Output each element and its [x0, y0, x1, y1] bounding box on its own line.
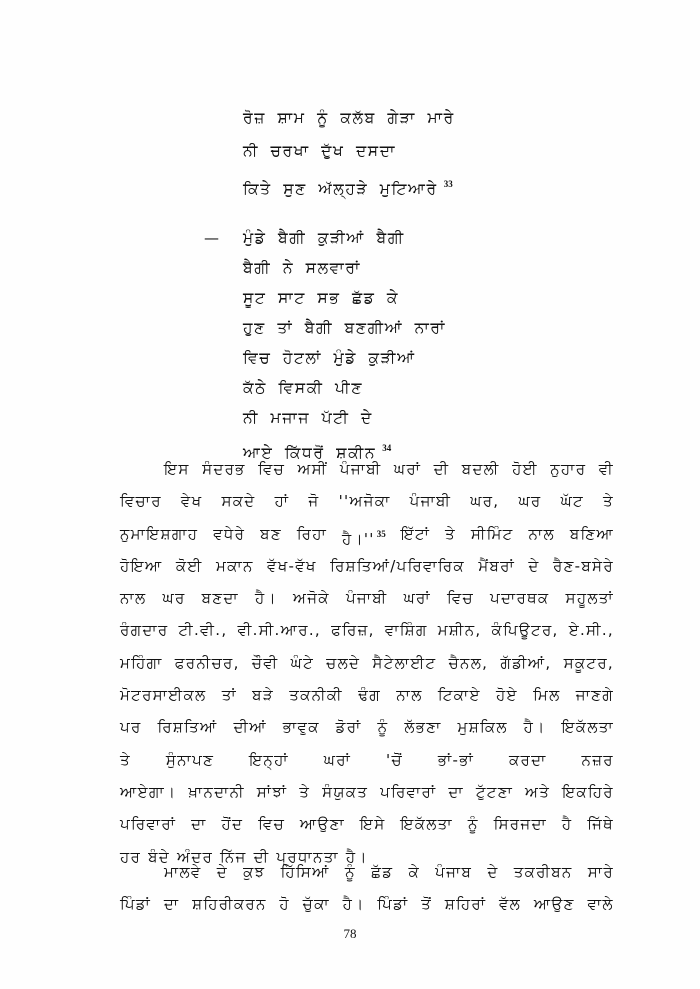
word: ਵਧੇਰੇ — [213, 524, 246, 543]
word: ਛੱਡ — [371, 863, 394, 881]
word: ਇਕੱਲਤਾ — [561, 718, 614, 737]
word: ਟੁੱਟਣਾ — [475, 782, 514, 801]
paragraph-line — [120, 679, 614, 711]
word: ਘੰਟੇ — [290, 653, 314, 672]
footnote-marker: 33 — [443, 179, 453, 189]
verse-line-text: ਹੁਣ ਤਾਂ ਬੈਗੀ ਬਣਗੀਆਂ ਨਾਰਾਂ — [243, 319, 446, 337]
verse-line-text: ਵਿਚ ਹੋਟਲਾਂ ਮੁੰਡੇ ਕੁੜੀਆਂ — [243, 349, 416, 367]
word: ਦੀਆਂ — [233, 718, 267, 737]
word: ਨੁਮਾਇਸ਼ਗਾਹ — [120, 524, 199, 543]
page-number: 78 — [343, 926, 357, 941]
word: ਤੋਂ — [421, 895, 433, 914]
word: ਚੈਨਲ, — [448, 653, 489, 672]
word: ਬੰਦੇ — [148, 847, 171, 866]
word: ਵਿਚ — [446, 589, 474, 608]
paragraph-line — [120, 647, 614, 679]
word: ਜੋ — [308, 492, 320, 511]
word: ਸ਼ਹਿਰਾਂ — [444, 895, 487, 914]
word: ਮੋਟਰਸਾਈਕਲ — [120, 686, 207, 705]
word: ਕੋਈ — [175, 556, 203, 575]
word: ਹਿੱਸਿਆਂ — [280, 863, 330, 881]
word: ਮਾਲਵੇ — [164, 863, 202, 881]
paragraph-line — [120, 744, 614, 776]
verse-line-text: ਨੀ ਮਜਾਜ ਪੱਟੀ ਦੇ — [243, 409, 373, 427]
word: ਹੋਏ — [496, 686, 518, 705]
word: ਆਏਗਾ। — [120, 782, 177, 801]
word: ਨੂੰ — [344, 863, 356, 881]
word: ਅਤੇ — [525, 782, 551, 801]
word: ਚੌਵੀ — [251, 653, 279, 672]
verse-line — [243, 102, 455, 135]
word: ਸਾਂਝਾਂ — [256, 782, 288, 801]
word: ਤੇ — [120, 750, 131, 769]
word: ਜਿੱਥੇ — [587, 815, 614, 834]
word: ਰਿਸ਼ਤਿਆਂ/ਪਰਿਵਾਰਿਕ — [330, 556, 465, 575]
verse-line-text: ਰੋਜ਼ ਸ਼ਾਮ ਨੂੰ ਕਲੱਬ ਗੇੜਾ ਮਾਰੇ — [243, 109, 455, 127]
paragraph-line — [120, 518, 614, 550]
word: ਇਕਹਿਰੇ — [562, 782, 614, 801]
word: ਹੈ। — [255, 589, 277, 608]
verse-line-text: ਬੈਗੀ ਨੇ ਸਲਵਾਰਾਂ — [243, 259, 362, 277]
word: ਤੇ — [445, 524, 456, 543]
word: ਜਾਣਗੇ — [575, 686, 614, 705]
word: ਪਿੰਡਾਂ — [120, 895, 152, 914]
word: ਸਾਰੇ — [587, 863, 614, 881]
word: ਹੋਇਆ — [120, 556, 163, 575]
word: ਵਿਚ — [258, 815, 286, 834]
paragraph-line — [120, 453, 614, 485]
word: ਵੀ — [598, 460, 614, 478]
word: ਵਿਚ — [258, 460, 286, 478]
verse-line-text: ਮੁੰਡੇ ਬੈਗੀ ਕੁੜੀਆਂ ਬੈਗੀ — [243, 229, 405, 247]
word: ਹੈ। — [523, 718, 546, 737]
verse-line-text: ਕਿਤੇ ਸੁਣ ਅੱਲ੍ਹੜੇ ਮੁਟਿਆਰੇ — [243, 180, 438, 198]
paragraph-line — [120, 582, 614, 614]
word: ਰਿਸ਼ਤਿਆਂ — [157, 718, 218, 737]
word: ਦੇ — [528, 556, 540, 575]
word: ਦਾ — [448, 782, 464, 801]
word: ਵੱਖ-ਵੱਖ — [267, 556, 317, 575]
word: ਘੱਟ — [560, 492, 584, 511]
verse-line — [243, 168, 455, 201]
word: ਪਰ — [120, 718, 142, 737]
word: ''ਅਜੋਕਾ — [338, 492, 391, 511]
word: ਮਸ਼ੀਨ, — [437, 621, 482, 640]
paragraph-line — [120, 485, 614, 517]
word: ਘਰ — [162, 589, 186, 608]
verse-line — [243, 253, 446, 283]
word: ਸਕੂਟਰ, — [563, 653, 614, 672]
word: ਹੈ — [561, 815, 573, 834]
paragraph-line — [120, 711, 614, 743]
word: ਤੇ — [299, 782, 311, 801]
verse-block-1 — [243, 102, 455, 201]
paragraph-2 — [120, 856, 614, 921]
verse-line-text: ਸੂਟ ਸਾਟ ਸਭ ਛੱਡ ਕੇ — [243, 289, 400, 307]
verse-line — [243, 343, 446, 373]
word: ਲੱਭਣਾ — [404, 718, 442, 737]
word: ਨਿੱਜ — [220, 847, 247, 866]
word: ਖ਼ਾਨਦਾਨੀ — [188, 782, 245, 801]
word: ਹੈ।'' $^{35}$ — [341, 528, 386, 548]
word: ਹਾਂ — [274, 492, 290, 511]
word: ਇੱਟਾਂ — [400, 524, 431, 543]
word: ਏ.ਸੀ., — [568, 621, 614, 640]
word: ਤਕਰੀਬਨ — [513, 863, 573, 881]
word: ਨਾਲ — [120, 589, 147, 608]
word: ਨੂੰ — [467, 815, 479, 834]
word: ਦੀ — [433, 460, 450, 478]
verse-line-text: ਆਏ ਕਿੱਧਰੋਂ ਸ਼ਕੀਨ — [243, 444, 377, 462]
word: ਪੰਜਾਬੀ — [339, 460, 382, 478]
word: ਪਦਾਰਥਕ — [490, 589, 550, 608]
verse-block-2 — [243, 223, 446, 463]
word: ਹੈ। — [342, 895, 365, 914]
word: ਆਉਣਾ — [299, 815, 346, 834]
word: ਭਾਵੁਕ — [282, 718, 320, 737]
word: ਵਿਚਾਰ — [120, 492, 162, 511]
verse-line — [243, 223, 446, 253]
word: ਕਰਦਾ — [508, 750, 547, 769]
word: ਫਰਨੀਚਰ, — [174, 653, 240, 672]
word: ਪ੍ਰਧਾਨਤਾ — [276, 847, 339, 866]
word: ਇਸੇ — [359, 815, 386, 834]
word: ਵੇਖ — [180, 492, 203, 511]
word: ਦਾ — [163, 895, 180, 914]
footnote-marker: 35 — [376, 528, 386, 539]
word: ਪਿੰਡਾਂ — [377, 895, 409, 914]
word: ਕੇ — [408, 863, 420, 881]
word: ਚੁੱਕਾ — [302, 895, 330, 914]
verse-line — [243, 313, 446, 343]
word: ਵੱਲ — [498, 895, 522, 914]
word: ਗੱਡੀਆਂ, — [500, 653, 552, 672]
word: ਤੇ — [603, 492, 614, 511]
word: ਨਾਲ — [528, 524, 555, 543]
word: ਨਾਲ — [396, 686, 423, 705]
word: ਦੇ — [487, 863, 499, 881]
word: ਹਰ — [120, 847, 142, 866]
paragraph-line — [120, 808, 614, 840]
word: ਪਰਿਵਾਰਾਂ — [380, 782, 437, 801]
word: ਘਰਾਂ — [393, 460, 422, 478]
word: ਘਰਾਂ — [403, 589, 431, 608]
word: ਵਾਸ਼ਿੰਗ — [384, 621, 428, 640]
paragraph-line — [120, 614, 614, 646]
word: ਇਨ੍ਹਾਂ — [249, 750, 289, 769]
word: ਅਸੀਂ — [297, 460, 328, 478]
word: ਅੰਦਰ — [177, 847, 214, 866]
word: ਭਾਂ-ਭਾਂ — [437, 750, 475, 769]
paragraph-line — [120, 888, 614, 920]
word: ਪੰਜਾਬੀ — [409, 492, 452, 511]
word: ਵੀ.ਸੀ.ਆਰ., — [237, 621, 321, 640]
paragraph-line — [120, 856, 614, 888]
word: ਆਉਣ — [533, 895, 575, 914]
word: ਸੈਟੇਲਾਈਟ — [372, 653, 437, 672]
word: ਸੁੰਨਾਪਣ — [165, 750, 215, 769]
word: ਸੰਯੁਕਤ — [322, 782, 369, 801]
word: ਨਜ਼ਰ — [581, 750, 614, 769]
word: ਹੋਂਦ — [221, 815, 244, 834]
word: ਇਕੱਲਤਾ — [400, 815, 453, 834]
word: ਹੋ — [279, 895, 290, 914]
word: ਘਰ, — [470, 492, 500, 511]
word: ਡੋਰਾਂ — [335, 718, 362, 737]
word: 'ਚੋਂ — [386, 750, 403, 769]
word: ਹੈ। — [345, 847, 368, 866]
word: ਕੰਪਿਊਟਰ, — [491, 621, 559, 640]
word: ਸ਼ਹਿਰੀਕਰਨ — [192, 895, 267, 914]
word: ਦਾ — [191, 815, 207, 834]
word: ਹੋਈ — [512, 460, 538, 478]
word: ਸਹੂਲਤਾਂ — [565, 589, 614, 608]
word: ਮਿਲ — [533, 686, 561, 705]
word: ਸੀਮਿੰਟ — [470, 524, 514, 543]
word: ਮੁਸ਼ਕਿਲ — [457, 718, 508, 737]
paragraph-line — [120, 776, 614, 808]
verse-line — [243, 135, 455, 168]
word: ਪਰਿਵਾਰਾਂ — [120, 815, 177, 834]
word: ਦੀ — [253, 847, 270, 866]
word: ਬੜੇ — [252, 686, 274, 705]
word: ਫਰਿਜ਼, — [331, 621, 375, 640]
word: ਰੈਣ-ਬਸੇਰੇ — [553, 556, 614, 575]
paragraph-1 — [120, 453, 614, 873]
word: ਘਰ — [518, 492, 542, 511]
verse-line — [243, 403, 446, 433]
word: ਢੰਗ — [358, 686, 381, 705]
word: ਇਸ — [164, 460, 190, 478]
word: ਮਕਾਨ — [215, 556, 254, 575]
word: ਤਾਂ — [221, 686, 237, 705]
word: ਅਜੋਕੇ — [293, 589, 330, 608]
word: ਟਿਕਾਏ — [437, 686, 481, 705]
word: ਬਣਦਾ — [201, 589, 239, 608]
footnote-marker: 34 — [382, 443, 392, 453]
word: ਬਣ — [260, 524, 282, 543]
word: ਰੰਗਦਾਰ — [120, 621, 169, 640]
word: ਨੂੰ — [377, 718, 389, 737]
verse-line-text: ਕੱਠੇ ਵਿਸਕੀ ਪੀਣ — [243, 379, 364, 397]
paragraph-line — [120, 550, 614, 582]
word: ਕੁਝ — [243, 863, 266, 881]
word: ਸੰਦਰਭ — [202, 460, 246, 478]
word: ਸਕਦੇ — [221, 492, 256, 511]
verse-line — [243, 283, 446, 313]
word: ਰਿਹਾ — [296, 524, 328, 543]
word: ਪੰਜਾਬ — [435, 863, 473, 881]
word: ਘਰਾਂ — [323, 750, 352, 769]
word: ਨੁਹਾਰ — [550, 460, 587, 478]
word: ਪੰਜਾਬੀ — [345, 589, 388, 608]
word: ਤਕਨੀਕੀ — [289, 686, 343, 705]
verse-line-text: ਨੀ ਚਰਖਾ ਦੁੱਖ ਦਸਦਾ — [243, 142, 397, 160]
word: ਬਦਲੀ — [461, 460, 500, 478]
word: ਵਾਲੇ — [587, 895, 614, 914]
verse-dash: — — [204, 229, 219, 247]
word: ਬਣਿਆ — [569, 524, 614, 543]
verse-line — [243, 373, 446, 403]
word: ਮੈਂਬਰਾਂ — [478, 556, 516, 575]
word: ਸਿਰਜਦਾ — [493, 815, 547, 834]
word: ਦੇ — [216, 863, 228, 881]
word: ਚਲਦੇ — [326, 653, 361, 672]
word: ਟੀ.ਵੀ., — [178, 621, 228, 640]
word: ਮਹਿੰਗਾ — [120, 653, 163, 672]
